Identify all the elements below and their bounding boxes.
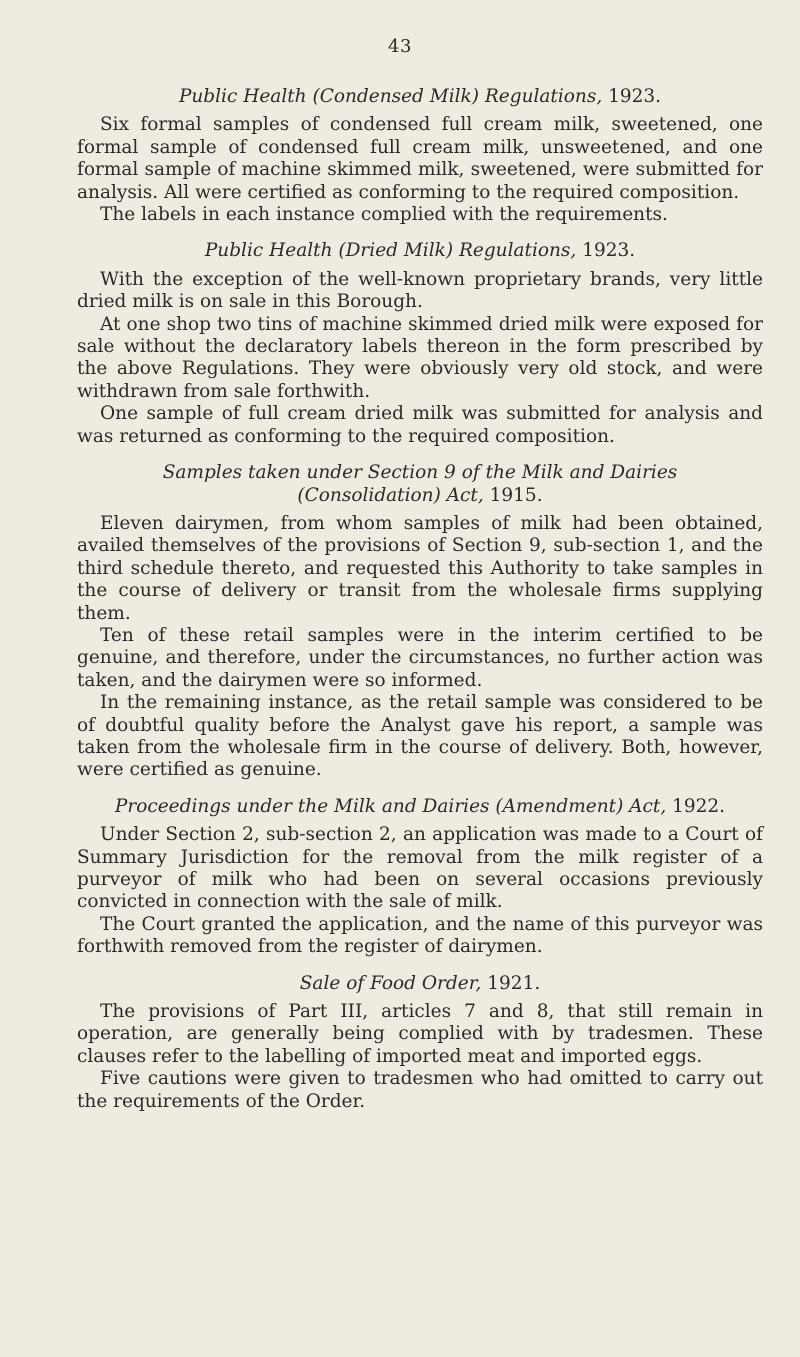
heading-title: Public Health (Condensed Milk) Regulations, (178, 86, 603, 107)
heading-year: 1915. (483, 484, 543, 506)
section-condensed-milk (77, 86, 763, 226)
section-sale-of-food-order (77, 973, 763, 1113)
section-heading (77, 86, 763, 108)
paragraph: In the remaining instance, as the retail sample was considered to be of doubtful quality before the Analyst gave his report, a sample was taken from the wholesale firm in the course of delivery. Both, however, were certified as genuine. (77, 692, 763, 781)
paragraph: Six formal samples of condensed full cream milk, sweetened, one formal sample of condensed full cream milk, unsweetened, and one formal sample of machine skimmed milk, sweetened, were submitted for analysis. All were certified as conforming to the required composition. (77, 114, 763, 203)
heading-title: Public Health (Dried Milk) Regulations, (204, 240, 577, 262)
section-heading-line-2 (77, 485, 763, 507)
paragraph: Ten of these retail samples were in the interim certified to be genuine, and therefore, under the circumstances, no further action was taken, and the dairymen were so informed. (77, 624, 763, 691)
paragraph: At one shop two tins of machine skimmed dried milk were exposed for sale without the declaratory labels thereon in the form prescribed by the above Regulations. They were obviously very old stock, and were withdrawn from sale forthwith. (77, 313, 763, 402)
paragraph: Five cautions were given to tradesmen who had omitted to carry out the requirements of the Order. (77, 1068, 763, 1112)
heading-title: Samples taken under Section 9 of the Milk and Dairies (162, 462, 678, 484)
section-heading (77, 240, 763, 262)
paragraph: Under Section 2, sub-section 2, an application was made to a Court of Summary Jurisdiction for the removal from the milk register of a purveyor of milk who had been on several occasions previously convicted in connection with the sale of milk. (77, 824, 763, 913)
paragraph: With the exception of the well-known proprietary brands, very little dried milk is on sale in this Borough. (77, 268, 763, 313)
heading-year: 1923. (602, 86, 662, 107)
document-body (77, 86, 763, 1120)
section-samples-section-9 (77, 462, 763, 782)
section-heading (77, 973, 763, 995)
paragraph: The Court granted the application, and the name of this purveyor was forthwith removed from the register of dairymen. (77, 913, 763, 958)
section-dried-milk (77, 240, 763, 448)
section-heading (77, 796, 763, 818)
heading-title: (Consolidation) Act, (297, 484, 484, 506)
paragraph: The provisions of Part III, articles 7 and 8, that still remain in operation, are generally being complied with by tradesmen. These clauses refer to the labelling of imported meat and imported eggs. (77, 1001, 763, 1067)
heading-year: 1921. (481, 972, 541, 994)
paragraph: One sample of full cream dried milk was submitted for analysis and was returned as conforming to the required composition. (77, 403, 763, 447)
section-proceedings-amendment-act (77, 796, 763, 959)
section-heading (77, 462, 763, 484)
page-number: 43 (388, 36, 412, 57)
paragraph: The labels in each instance complied with the requirements. (100, 204, 668, 226)
heading-year: 1922. (666, 795, 726, 817)
paragraph: Eleven dairymen, from whom samples of milk had been obtained, availed themselves of the provisions of Section 9, sub-section 1, and the third schedule thereto, and requested this Authority to take samples in the course of delivery or transit from the wholesale firms supplying them. (77, 512, 763, 624)
heading-year: 1923. (576, 240, 636, 262)
heading-title: Proceedings under the Milk and Dairies (Amendment) Act, (114, 795, 667, 817)
heading-title: Sale of Food Order, (299, 972, 482, 994)
